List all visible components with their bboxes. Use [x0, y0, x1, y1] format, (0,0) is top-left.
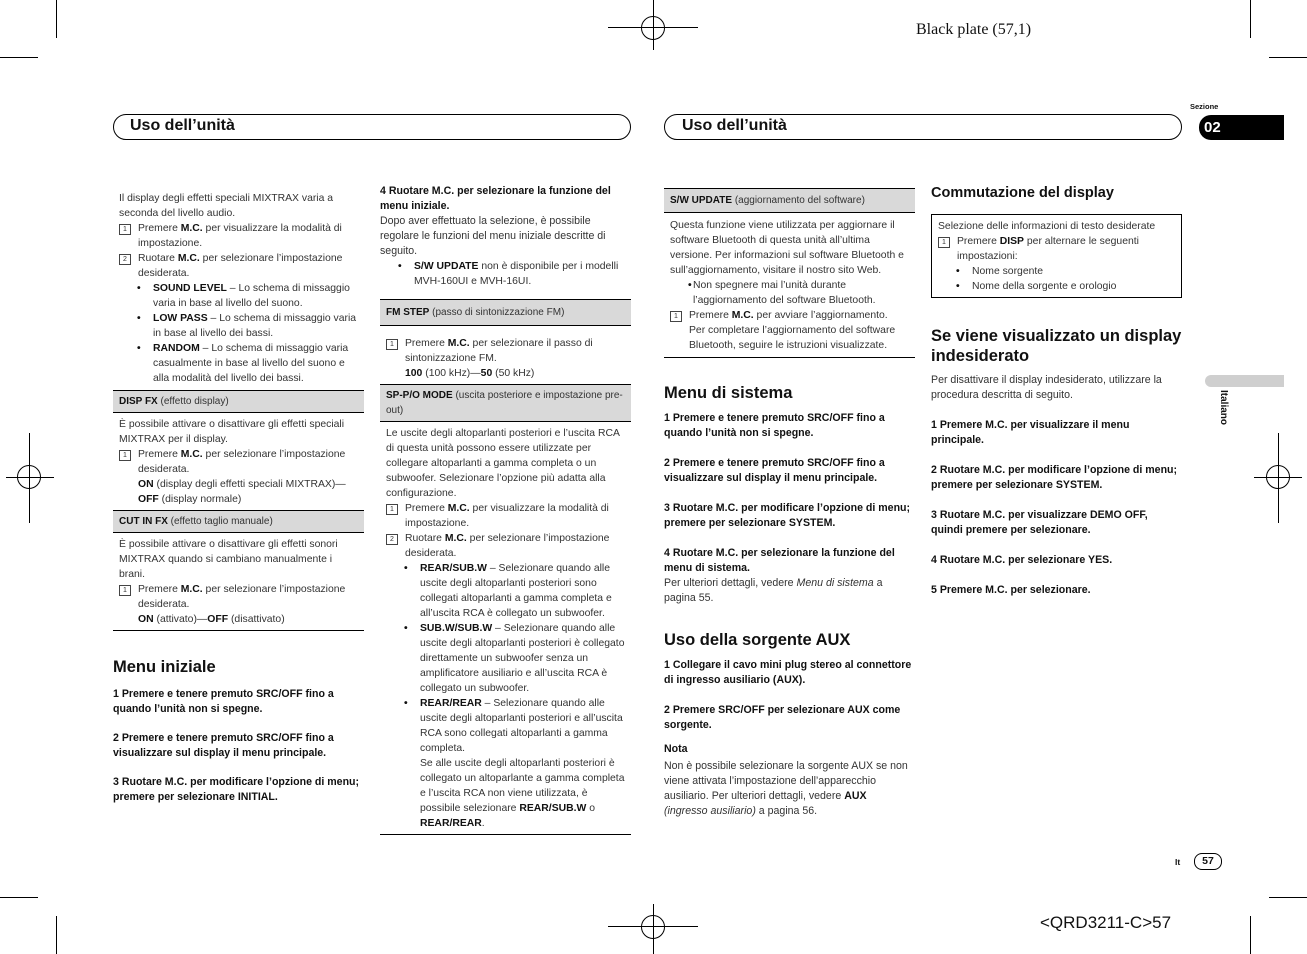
cut-in-fx-key: CUT IN FX	[119, 516, 168, 527]
sw-update-label: (aggiornamento del software)	[732, 195, 865, 206]
sw-update-key: S/W UPDATE	[670, 195, 733, 206]
fm-step-box	[380, 299, 631, 385]
cut-in-fx-body: È possibile attivare o disattivare gli effetti sonori MIXTRAX quando si cambiano manualmente i brani.	[119, 539, 338, 580]
list-item: • RANDOM – Lo schema di missaggio varia casualmente in base al livello del suono e alla modalità del livello dei bassi.	[119, 341, 358, 386]
header-title-right: Uso dell’unità	[682, 117, 787, 134]
footer-code: <QRD3211-C>57	[1040, 913, 1172, 932]
sp-po-mode-step-1: Premere M.C. per visualizzare la modalità di impostazione.	[405, 503, 609, 529]
undesired-display-title: Se viene visualizzato un display indesiderato	[931, 327, 1182, 365]
crop-mark	[0, 57, 38, 58]
commutazione-title: Commutazione del display	[931, 185, 1114, 201]
menu-iniziale-step-1: 1 Premere e tenere premuto SRC/OFF fino a quando l’unità non si spegne.	[113, 688, 334, 715]
page-number: 57	[1194, 853, 1222, 870]
language-tab	[1205, 375, 1284, 387]
plate-label: Black plate (57,1)	[916, 21, 1032, 38]
column-2	[380, 184, 631, 835]
list-item: • Nome della sorgente e orologio	[938, 279, 1175, 294]
undesired-step-1: 1 Premere M.C. per visualizzare il menu principale.	[931, 419, 1130, 446]
cut-in-fx-label: (effetto taglio manuale)	[167, 516, 273, 527]
menu-sistema-step-4: 4 Ruotare M.C. per selezionare la funzione del menu di sistema.	[664, 547, 895, 574]
display-selection-step-1: Premere DISP per alternare le seguenti impostazioni:	[957, 236, 1139, 262]
sp-po-mode-label: (uscita posteriore e impostazione pre-out)	[386, 390, 623, 416]
undesired-step-2: 2 Ruotare M.C. per modificare l’opzione di menu; premere per selezionare SYSTEM.	[931, 464, 1178, 491]
mixtrax-step-2: Ruotare M.C. per selezionare l’impostazione desiderata.	[138, 253, 343, 279]
menu-iniziale-step-3: 3 Ruotare M.C. per modificare l’opzione di menu; premere per selezionare INITIAL.	[113, 776, 360, 803]
step-number-icon: 2	[119, 254, 131, 265]
aux-step-2: 2 Premere SRC/OFF per selezionare AUX come sorgente.	[664, 704, 901, 731]
crop-mark	[1269, 57, 1307, 58]
sw-update-box	[664, 188, 915, 358]
initial-step-4: 4 Ruotare M.C. per selezionare la funzione del menu iniziale.	[380, 185, 611, 212]
step-number-icon: 1	[386, 339, 398, 350]
aux-step-1: 1 Collegare il cavo mini plug stereo al connettore di ingresso ausiliario (AUX).	[664, 659, 912, 686]
sp-po-mode-body: Le uscite degli altoparlanti posteriori e l’uscita RCA di questa unità possono essere utilizzate per collegare altoparlanti a gamma completa o un subwoofer. Selezionare l’opzione più adatta alla configurazione.	[386, 428, 620, 499]
sw-update-body: Questa funzione viene utilizzata per aggiornare il software Bluetooth di questa unità all’ultima versione. Per informazioni sul software Bluetooth e sull’aggiornamento, visitare il nostro sito Web.	[670, 220, 904, 276]
step-number-icon: 1	[119, 585, 131, 596]
list-item: • LOW PASS – Lo schema di missaggio varia in base al livello dei bassi.	[119, 311, 358, 341]
list-item: • S/W UPDATE non è disponibile per i modelli MVH-160UI e MVH-16UI.	[380, 259, 631, 289]
disp-fx-label: (effetto display)	[157, 396, 229, 407]
undesired-display-body: Per disattivare il display indesiderato, utilizzare la procedura descritta di seguito.	[931, 374, 1162, 401]
undesired-step-4: 4 Ruotare M.C. per selezionare YES.	[931, 554, 1113, 566]
mixtrax-step-1: Premere M.C. per visualizzare la modalità di impostazione.	[138, 223, 342, 249]
section-label: Sezione	[1190, 102, 1219, 111]
step-number-icon: 1	[119, 224, 131, 235]
initial-step-4-body: Dopo aver effettuato la selezione, è possibile regolare le funzioni del menu iniziale descritte di seguito.	[380, 215, 606, 257]
disp-fx-step-1: Premere M.C. per selezionare l’impostazione desiderata. ON (display degli effetti speciali MIXTRAX)—OFF (display normale)	[138, 449, 346, 505]
menu-sistema-title: Menu di sistema	[664, 384, 793, 402]
fm-step-step-1: Premere M.C. per selezionare il passo di sintonizzazione FM. 100 (100 kHz)—50 (50 kHz)	[405, 338, 593, 379]
step-number-icon: 1	[386, 504, 398, 515]
column-3	[664, 188, 915, 819]
list-item: • Nome sorgente	[938, 264, 1175, 279]
crop-mark	[1250, 916, 1251, 954]
section-tab	[1199, 115, 1284, 140]
sp-po-mode-key: SP-P/O MODE	[386, 390, 453, 401]
page-lang: It	[1175, 857, 1181, 867]
crop-mark	[56, 916, 57, 954]
menu-sistema-ref: Per ulteriori dettagli, vedere Menu di sistema a pagina 55.	[664, 577, 883, 604]
step-number-icon: 1	[670, 311, 682, 322]
display-selection-box	[931, 214, 1182, 298]
list-item: • SOUND LEVEL – Lo schema di missaggio varia in base al livello del suono.	[119, 281, 358, 311]
step-number-icon: 2	[386, 534, 398, 545]
disp-fx-key: DISP FX	[119, 396, 158, 407]
list-item: • SUB.W/SUB.W – Selezionare quando alle uscite degli altoparlanti posteriori è collegato direttamente un subwoofer senza un amplificatore ausiliario e all’uscita RCA è collegato un subwoofer.	[386, 621, 625, 696]
menu-sistema-step-2: 2 Premere e tenere premuto SRC/OFF fino a visualizzare sul display il menu principale.	[664, 457, 885, 484]
crop-mark	[0, 897, 38, 898]
menu-sistema-step-1: 1 Premere e tenere premuto SRC/OFF fino a quando l’unità non si spegne.	[664, 412, 885, 439]
menu-iniziale-step-2: 2 Premere e tenere premuto SRC/OFF fino a visualizzare sul display il menu principale.	[113, 732, 334, 759]
sp-po-mode-box	[380, 385, 631, 835]
cut-in-fx-box	[113, 511, 364, 631]
crop-mark	[56, 0, 57, 38]
step-number-icon: 1	[938, 237, 950, 248]
step-number-icon: 1	[119, 450, 131, 461]
disp-fx-box	[113, 391, 364, 511]
column-4	[931, 184, 1182, 598]
language-label: Italiano	[1218, 390, 1229, 426]
undesired-step-5: 5 Premere M.C. per selezionare.	[931, 584, 1091, 596]
rear-rear-note: Se alle uscite degli altoparlanti posteriori è collegato un altoparlante a gamma completa e l’uscita RCA non viene utilizzata, è possibile selezionare REAR/SUB.W o REAR/REAR.	[420, 758, 625, 829]
mixtrax-intro: Il display degli effetti speciali MIXTRAX varia a seconda del livello audio.	[119, 193, 334, 219]
crop-mark	[1269, 897, 1307, 898]
sp-po-mode-step-2: Ruotare M.C. per selezionare l’impostazione desiderata.	[405, 533, 610, 559]
cut-in-fx-step-1: Premere M.C. per selezionare l’impostazione desiderata. ON (attivato)—OFF (disattivato)	[138, 584, 346, 625]
column-1	[113, 191, 364, 805]
list-item: • REAR/SUB.W – Selezionare quando alle uscite degli altoparlanti posteriori sono collegati altoparlanti a gamma completa e all’uscita RCA è collegato un subwoofer.	[386, 561, 625, 621]
note-title: Nota	[664, 743, 688, 755]
list-item: • REAR/REAR – Selezionare quando alle uscite degli altoparlanti posteriori e all’uscita RCA sono collegati altoparlanti a gamma completa.	[386, 696, 625, 756]
fm-step-key: FM STEP	[386, 307, 430, 318]
aux-title: Uso della sorgente AUX	[664, 631, 851, 649]
sw-update-step-1: Premere M.C. per avviare l’aggiornamento. Per completare l’aggiornamento del software Bluetooth, seguire le istruzioni visualizzate.	[689, 310, 896, 351]
menu-sistema-step-3: 3 Ruotare M.C. per modificare l’opzione di menu; premere per selezionare SYSTEM.	[664, 502, 911, 529]
section-number: 02	[1204, 119, 1221, 136]
menu-iniziale-title: Menu iniziale	[113, 658, 216, 676]
list-item: • Non spegnere mai l’unità durante l’aggiornamento del software Bluetooth.	[670, 278, 909, 308]
fm-step-label: (passo di sintonizzazione FM)	[429, 307, 565, 318]
note-body: Non è possibile selezionare la sorgente AUX se non viene attivata l’impostazione dell’apparecchio ausiliario. Per ulteriori dettagli, vedere AUX (ingresso ausiliario) a pagina 56.	[664, 760, 908, 817]
crop-mark	[1250, 0, 1251, 38]
display-selection-head: Selezione delle informazioni di testo desiderate	[938, 221, 1156, 232]
disp-fx-body: È possibile attivare o disattivare gli effetti speciali MIXTRAX per il display.	[119, 419, 345, 445]
undesired-step-3: 3 Ruotare M.C. per visualizzare DEMO OFF, quindi premere per selezionare.	[931, 509, 1148, 536]
header-title-left: Uso dell’unità	[130, 117, 235, 134]
mixtrax-box	[113, 191, 364, 391]
